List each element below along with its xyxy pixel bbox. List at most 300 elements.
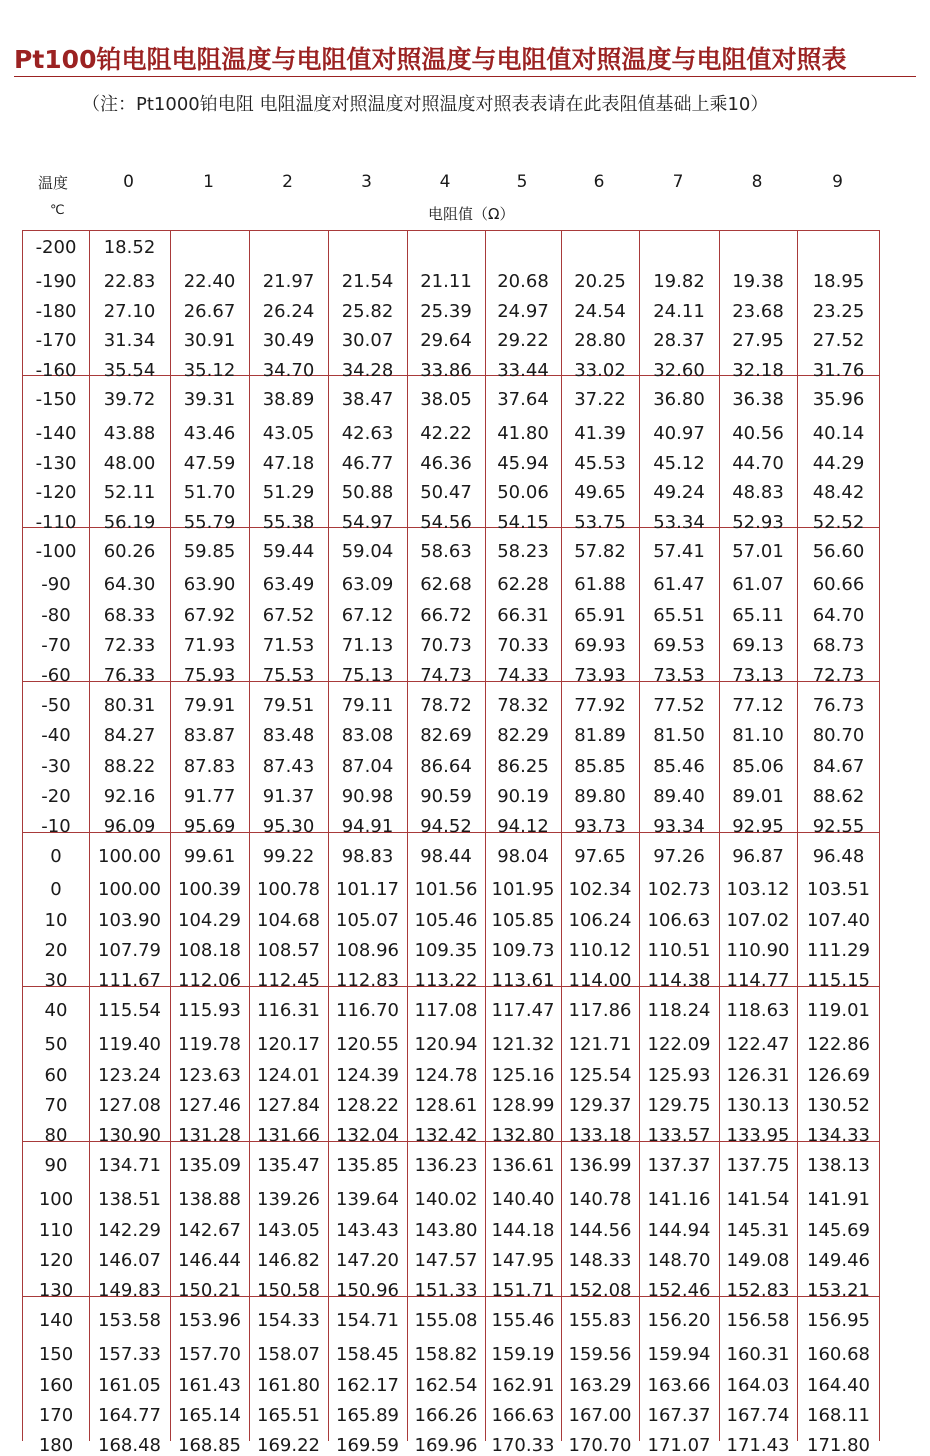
resistance-cell: 56.19 xyxy=(103,512,156,533)
resistance-cell: 104.29 xyxy=(178,910,241,931)
resistance-cell: 84.27 xyxy=(103,725,156,746)
resistance-cell: 120.94 xyxy=(414,1034,478,1055)
resistance-cell: 147.20 xyxy=(336,1250,399,1271)
resistance-cell: 26.67 xyxy=(183,301,236,322)
resistance-cell: 101.95 xyxy=(491,879,555,900)
resistance-cell: 75.13 xyxy=(341,665,394,686)
temperature-cell: -140 xyxy=(35,423,77,444)
resistance-cell: 98.83 xyxy=(341,846,394,867)
resistance-cell: 64.70 xyxy=(812,605,865,626)
resistance-cell: 166.26 xyxy=(414,1405,478,1426)
resistance-cell: 147.95 xyxy=(491,1250,555,1271)
resistance-cell: 156.95 xyxy=(807,1310,870,1331)
column-header: 8 xyxy=(751,172,763,192)
resistance-cell: 128.99 xyxy=(491,1095,555,1116)
temperature-cell: 130 xyxy=(38,1280,74,1301)
resistance-cell: 39.72 xyxy=(103,389,156,410)
resistance-cell: 86.64 xyxy=(420,756,472,777)
resistance-cell: 25.39 xyxy=(420,301,472,322)
resistance-cell: 155.83 xyxy=(568,1310,632,1331)
resistance-cell: 54.15 xyxy=(497,512,549,533)
resistance-cell: 59.44 xyxy=(262,541,315,562)
resistance-cell: 56.60 xyxy=(812,541,865,562)
resistance-cell: 41.39 xyxy=(574,423,626,444)
resistance-cell: 132.42 xyxy=(414,1125,478,1146)
resistance-cell: 117.47 xyxy=(491,1000,555,1021)
resistance-cell: 100.39 xyxy=(178,879,241,900)
resistance-cell: 40.14 xyxy=(812,423,865,444)
resistance-cell: 149.46 xyxy=(807,1250,870,1271)
resistance-cell: 92.16 xyxy=(103,786,156,807)
resistance-cell: 23.25 xyxy=(812,301,865,322)
resistance-cell: 158.07 xyxy=(257,1344,320,1365)
resistance-cell: 21.11 xyxy=(420,271,472,292)
resistance-cell: 158.82 xyxy=(414,1344,478,1365)
resistance-cell: 152.83 xyxy=(726,1280,790,1301)
resistance-cell: 57.41 xyxy=(653,541,705,562)
resistance-cell: 157.33 xyxy=(98,1344,161,1365)
resistance-cell: 91.77 xyxy=(183,786,236,807)
resistance-cell: 22.83 xyxy=(103,271,156,292)
resistance-cell: 74.73 xyxy=(420,665,472,686)
resistance-cell: 130.13 xyxy=(726,1095,790,1116)
resistance-cell: 169.59 xyxy=(336,1435,399,1456)
resistance-cell: 149.83 xyxy=(98,1280,161,1301)
resistance-cell: 66.72 xyxy=(420,605,472,626)
resistance-cell: 50.47 xyxy=(420,482,472,503)
resistance-cell: 48.00 xyxy=(103,453,156,474)
column-header: 6 xyxy=(593,172,605,192)
resistance-cell: 29.22 xyxy=(497,330,549,351)
resistance-cell: 20.68 xyxy=(497,271,549,292)
resistance-cell: 143.43 xyxy=(336,1220,399,1241)
resistance-cell: 77.52 xyxy=(653,695,705,716)
resistance-cell: 147.57 xyxy=(414,1250,478,1271)
resistance-cell: 87.83 xyxy=(183,756,236,777)
resistance-cell: 59.85 xyxy=(183,541,236,562)
temperature-cell: 150 xyxy=(38,1344,74,1365)
resistance-cell: 43.05 xyxy=(262,423,315,444)
resistance-cell: 97.26 xyxy=(653,846,705,867)
resistance-cell: 27.52 xyxy=(812,330,865,351)
resistance-cell: 50.88 xyxy=(341,482,394,503)
resistance-cell: 73.13 xyxy=(732,665,784,686)
resistance-cell: 167.37 xyxy=(647,1405,711,1426)
resistance-cell: 25.82 xyxy=(341,301,394,322)
resistance-cell: 48.42 xyxy=(812,482,865,503)
resistance-cell: 112.06 xyxy=(178,970,241,991)
resistance-cell: 165.51 xyxy=(257,1405,320,1426)
resistance-cell: 125.93 xyxy=(647,1065,711,1086)
resistance-cell: 91.37 xyxy=(262,786,315,807)
resistance-cell: 34.70 xyxy=(262,360,315,381)
resistance-cell: 69.53 xyxy=(653,635,705,656)
resistance-cell: 159.19 xyxy=(491,1344,555,1365)
resistance-cell: 49.65 xyxy=(574,482,626,503)
resistance-cell: 153.96 xyxy=(178,1310,241,1331)
resistance-cell: 124.01 xyxy=(257,1065,320,1086)
resistance-cell: 136.61 xyxy=(491,1155,555,1176)
resistance-cell: 162.17 xyxy=(336,1375,399,1396)
resistance-cell: 80.70 xyxy=(812,725,865,746)
resistance-cell: 123.24 xyxy=(98,1065,161,1086)
resistance-cell: 73.53 xyxy=(653,665,705,686)
resistance-cell: 35.12 xyxy=(183,360,236,381)
resistance-cell: 61.07 xyxy=(732,574,784,595)
resistance-cell: 115.93 xyxy=(178,1000,241,1021)
resistance-cell: 137.37 xyxy=(647,1155,711,1176)
resistance-cell: 44.29 xyxy=(812,453,865,474)
resistance-cell: 134.71 xyxy=(98,1155,161,1176)
resistance-cell: 38.05 xyxy=(420,389,472,410)
resistance-cell: 67.52 xyxy=(262,605,315,626)
resistance-cell: 62.68 xyxy=(420,574,472,595)
resistance-cell: 110.51 xyxy=(647,940,711,961)
resistance-cell: 30.91 xyxy=(183,330,236,351)
resistance-cell: 154.33 xyxy=(257,1310,320,1331)
temperature-cell: 0 xyxy=(50,846,62,867)
resistance-cell: 42.63 xyxy=(341,423,394,444)
temperature-cell: -110 xyxy=(35,512,77,533)
resistance-cell: 44.70 xyxy=(732,453,784,474)
resistance-cell: 106.63 xyxy=(647,910,711,931)
resistance-cell: 94.12 xyxy=(497,816,549,837)
resistance-cell: 160.68 xyxy=(807,1344,870,1365)
resistance-cell: 165.14 xyxy=(178,1405,241,1426)
resistance-cell: 46.77 xyxy=(341,453,394,474)
resistance-cell: 106.24 xyxy=(568,910,632,931)
resistance-cell: 31.34 xyxy=(103,330,156,351)
resistance-cell: 65.91 xyxy=(574,605,626,626)
resistance-cell: 24.54 xyxy=(574,301,626,322)
resistance-cell: 46.36 xyxy=(420,453,472,474)
resistance-cell: 79.11 xyxy=(341,695,394,716)
resistance-cell: 141.16 xyxy=(647,1189,711,1210)
resistance-cell: 92.95 xyxy=(732,816,784,837)
resistance-cell: 170.70 xyxy=(568,1435,632,1456)
resistance-cell: 68.33 xyxy=(103,605,156,626)
resistance-cell: 132.80 xyxy=(491,1125,555,1146)
resistance-cell: 93.34 xyxy=(653,816,705,837)
resistance-cell: 139.64 xyxy=(336,1189,399,1210)
temperature-header: 温度 xyxy=(38,174,69,192)
resistance-cell: 83.87 xyxy=(183,725,236,746)
temperature-cell: -100 xyxy=(35,541,77,562)
resistance-cell: 63.49 xyxy=(262,574,315,595)
resistance-cell: 129.37 xyxy=(568,1095,632,1116)
temperature-cell: -150 xyxy=(35,389,77,410)
temperature-cell: -200 xyxy=(35,237,77,258)
resistance-cell: 164.03 xyxy=(726,1375,790,1396)
resistance-cell: 78.32 xyxy=(497,695,549,716)
resistance-cell: 57.01 xyxy=(732,541,784,562)
resistance-cell: 140.02 xyxy=(414,1189,478,1210)
resistance-cell: 18.52 xyxy=(103,237,156,258)
resistance-cell: 101.56 xyxy=(414,879,478,900)
temperature-cell: 180 xyxy=(38,1435,74,1456)
resistance-cell: 140.40 xyxy=(491,1189,555,1210)
resistance-cell: 93.73 xyxy=(574,816,626,837)
resistance-cell: 53.34 xyxy=(653,512,705,533)
resistance-cell: 167.74 xyxy=(726,1405,790,1426)
resistance-cell: 37.22 xyxy=(574,389,626,410)
resistance-cell: 103.12 xyxy=(726,879,790,900)
resistance-cell: 75.53 xyxy=(262,665,315,686)
resistance-cell: 109.73 xyxy=(491,940,555,961)
temperature-cell: 120 xyxy=(38,1250,74,1271)
resistance-cell: 129.75 xyxy=(647,1095,711,1116)
temperature-cell: -50 xyxy=(41,695,71,716)
resistance-cell: 108.57 xyxy=(257,940,320,961)
resistance-cell: 113.61 xyxy=(491,970,555,991)
resistance-cell: 112.45 xyxy=(257,970,320,991)
resistance-cell: 78.72 xyxy=(420,695,472,716)
resistance-cell: 107.40 xyxy=(807,910,870,931)
resistance-cell: 144.18 xyxy=(491,1220,555,1241)
resistance-cell: 42.22 xyxy=(420,423,472,444)
resistance-cell: 52.52 xyxy=(812,512,865,533)
resistance-cell: 119.01 xyxy=(807,1000,870,1021)
resistance-cell: 141.91 xyxy=(807,1189,870,1210)
resistance-cell: 35.54 xyxy=(103,360,156,381)
resistance-cell: 61.88 xyxy=(574,574,626,595)
temperature-cell: 100 xyxy=(38,1189,74,1210)
resistance-cell: 55.38 xyxy=(262,512,315,533)
resistance-cell: 131.28 xyxy=(178,1125,241,1146)
temperature-cell: -40 xyxy=(41,725,71,746)
resistance-cell: 107.02 xyxy=(726,910,790,931)
resistance-cell: 105.46 xyxy=(414,910,478,931)
resistance-cell: 122.09 xyxy=(647,1034,711,1055)
resistance-cell: 36.38 xyxy=(732,389,784,410)
resistance-cell: 71.53 xyxy=(262,635,315,656)
resistance-cell: 27.95 xyxy=(732,330,784,351)
resistance-cell: 83.08 xyxy=(341,725,394,746)
resistance-cell: 18.95 xyxy=(812,271,865,292)
resistance-cell: 65.11 xyxy=(732,605,784,626)
resistance-cell: 137.75 xyxy=(726,1155,790,1176)
resistance-cell: 148.33 xyxy=(568,1250,632,1271)
resistance-cell: 152.08 xyxy=(568,1280,632,1301)
resistance-cell: 54.97 xyxy=(341,512,394,533)
resistance-cell: 152.46 xyxy=(647,1280,711,1301)
resistance-cell: 114.38 xyxy=(647,970,711,991)
temperature-cell: -190 xyxy=(35,271,77,292)
resistance-cell: 103.90 xyxy=(98,910,161,931)
resistance-cell: 19.38 xyxy=(732,271,784,292)
resistance-cell: 138.88 xyxy=(178,1189,241,1210)
resistance-cell: 67.92 xyxy=(183,605,236,626)
resistance-cell: 40.56 xyxy=(732,423,784,444)
resistance-cell: 37.64 xyxy=(497,389,549,410)
resistance-cell: 22.40 xyxy=(183,271,236,292)
resistance-cell: 96.09 xyxy=(103,816,156,837)
resistance-cell: 71.93 xyxy=(183,635,236,656)
resistance-cell: 21.97 xyxy=(262,271,315,292)
temperature-cell: 80 xyxy=(44,1125,68,1146)
resistance-cell: 111.29 xyxy=(807,940,870,961)
resistance-cell: 102.73 xyxy=(647,879,711,900)
resistance-cell: 142.29 xyxy=(98,1220,161,1241)
column-header: 9 xyxy=(832,172,843,192)
resistance-cell: 89.80 xyxy=(574,786,626,807)
resistance-cell: 72.73 xyxy=(812,665,865,686)
resistance-cell: 117.86 xyxy=(568,1000,632,1021)
resistance-cell: 58.23 xyxy=(497,541,549,562)
resistance-cell: 24.11 xyxy=(653,301,705,322)
temperature-cell: 40 xyxy=(44,1000,68,1021)
resistance-cell: 168.48 xyxy=(98,1435,161,1456)
resistance-cell: 38.47 xyxy=(341,389,394,410)
resistance-cell: 65.51 xyxy=(653,605,705,626)
resistance-cell: 98.44 xyxy=(420,846,472,867)
resistance-cell: 30.49 xyxy=(262,330,315,351)
temperature-cell: -180 xyxy=(35,301,77,322)
temperature-cell: 140 xyxy=(38,1310,74,1331)
resistance-cell: 69.93 xyxy=(574,635,626,656)
temperature-unit: ℃ xyxy=(50,203,65,218)
temperature-cell: 50 xyxy=(44,1034,68,1055)
resistance-table xyxy=(22,230,880,1456)
resistance-cell: 50.06 xyxy=(497,482,549,503)
resistance-cell: 77.12 xyxy=(732,695,784,716)
resistance-cell: 19.82 xyxy=(653,271,705,292)
temperature-cell: -170 xyxy=(35,330,77,351)
resistance-cell: 69.13 xyxy=(732,635,784,656)
resistance-cell: 67.12 xyxy=(341,605,394,626)
resistance-cell: 158.45 xyxy=(336,1344,399,1365)
resistance-cell: 74.33 xyxy=(497,665,549,686)
resistance-cell: 171.07 xyxy=(647,1435,711,1456)
resistance-cell: 134.33 xyxy=(807,1125,870,1146)
note-text: （注：Pt1000铂电阻 电阻温度对照温度对照温度对照表表请在此表阻值基础上乘10） xyxy=(82,94,769,115)
temperature-cell: 160 xyxy=(38,1375,74,1396)
resistance-cell: 87.43 xyxy=(262,756,315,777)
resistance-cell: 77.92 xyxy=(574,695,626,716)
resistance-cell: 136.23 xyxy=(414,1155,478,1176)
resistance-cell: 153.58 xyxy=(98,1310,161,1331)
resistance-cell: 123.63 xyxy=(178,1065,241,1086)
temperature-cell: 110 xyxy=(38,1220,74,1241)
resistance-cell: 81.10 xyxy=(732,725,784,746)
resistance-cell: 82.69 xyxy=(420,725,472,746)
title-divider xyxy=(14,76,916,77)
resistance-cell: 30.07 xyxy=(341,330,394,351)
resistance-cell: 144.94 xyxy=(647,1220,711,1241)
resistance-cell: 120.55 xyxy=(336,1034,399,1055)
resistance-cell: 60.66 xyxy=(812,574,865,595)
resistance-cell: 75.93 xyxy=(183,665,236,686)
resistance-cell: 73.93 xyxy=(574,665,626,686)
resistance-cell: 144.56 xyxy=(568,1220,632,1241)
resistance-cell: 82.29 xyxy=(497,725,549,746)
resistance-cell: 43.46 xyxy=(183,423,236,444)
temperature-cell: -20 xyxy=(41,786,71,807)
resistance-cell: 79.91 xyxy=(183,695,236,716)
resistance-cell: 112.83 xyxy=(336,970,399,991)
resistance-cell: 97.65 xyxy=(574,846,626,867)
resistance-cell: 32.18 xyxy=(732,360,784,381)
resistance-cell: 113.22 xyxy=(414,970,478,991)
resistance-cell: 59.04 xyxy=(341,541,394,562)
resistance-cell: 127.08 xyxy=(98,1095,161,1116)
column-header: 4 xyxy=(439,172,451,192)
resistance-cell: 126.69 xyxy=(807,1065,870,1086)
resistance-cell: 95.69 xyxy=(183,816,236,837)
resistance-cell: 159.56 xyxy=(568,1344,632,1365)
column-header: 1 xyxy=(203,172,214,192)
resistance-cell: 87.04 xyxy=(341,756,394,777)
resistance-cell: 135.09 xyxy=(178,1155,241,1176)
resistance-cell: 85.46 xyxy=(653,756,705,777)
resistance-cell: 51.29 xyxy=(262,482,315,503)
resistance-cell: 141.54 xyxy=(726,1189,790,1210)
resistance-cell: 89.01 xyxy=(732,786,784,807)
resistance-cell: 171.43 xyxy=(726,1435,790,1456)
resistance-cell: 133.57 xyxy=(647,1125,711,1146)
resistance-cell: 105.85 xyxy=(491,910,555,931)
resistance-cell: 66.31 xyxy=(497,605,549,626)
resistance-cell: 161.80 xyxy=(257,1375,320,1396)
resistance-cell: 151.71 xyxy=(491,1280,555,1301)
resistance-cell: 132.04 xyxy=(336,1125,399,1146)
resistance-cell: 128.61 xyxy=(414,1095,478,1116)
resistance-cell: 100.00 xyxy=(98,879,161,900)
resistance-cell: 127.84 xyxy=(257,1095,320,1116)
page-title: Pt100铂电阻电阻温度与电阻值对照温度与电阻值对照温度与电阻值对照表 xyxy=(14,45,847,74)
resistance-cell: 88.22 xyxy=(103,756,156,777)
resistance-cell: 171.80 xyxy=(807,1435,870,1456)
resistance-cell: 145.69 xyxy=(807,1220,870,1241)
resistance-cell: 68.73 xyxy=(812,635,865,656)
resistance-cell: 163.29 xyxy=(568,1375,632,1396)
resistance-cell: 170.33 xyxy=(491,1435,555,1456)
resistance-cell: 150.58 xyxy=(257,1280,320,1301)
resistance-cell: 139.26 xyxy=(257,1189,320,1210)
resistance-cell: 64.30 xyxy=(103,574,156,595)
resistance-cell: 120.17 xyxy=(257,1034,320,1055)
column-header: 0 xyxy=(123,172,134,192)
temperature-cell: -80 xyxy=(41,605,71,626)
resistance-cell: 133.18 xyxy=(568,1125,632,1146)
temperature-cell: -160 xyxy=(35,360,77,381)
resistance-cell: 94.91 xyxy=(341,816,394,837)
resistance-cell: 47.59 xyxy=(183,453,236,474)
resistance-cell: 99.22 xyxy=(262,846,315,867)
resistance-cell: 47.18 xyxy=(262,453,315,474)
resistance-cell: 80.31 xyxy=(103,695,156,716)
resistance-cell: 108.18 xyxy=(178,940,241,961)
resistance-cell: 33.02 xyxy=(574,360,626,381)
resistance-cell: 165.89 xyxy=(336,1405,399,1426)
resistance-cell: 52.93 xyxy=(732,512,784,533)
resistance-cell: 76.73 xyxy=(812,695,865,716)
resistance-cell: 35.96 xyxy=(812,389,865,410)
resistance-cell: 20.25 xyxy=(574,271,626,292)
resistance-cell: 169.22 xyxy=(257,1435,320,1456)
resistance-cell: 83.48 xyxy=(262,725,315,746)
resistance-cell: 99.61 xyxy=(183,846,236,867)
resistance-cell: 116.70 xyxy=(336,1000,399,1021)
resistance-cell: 79.51 xyxy=(262,695,315,716)
resistance-cell: 32.60 xyxy=(653,360,705,381)
resistance-cell: 121.71 xyxy=(568,1034,632,1055)
resistance-cell: 110.90 xyxy=(726,940,790,961)
resistance-cell: 168.11 xyxy=(807,1405,870,1426)
resistance-cell: 124.39 xyxy=(336,1065,399,1086)
resistance-cell: 108.96 xyxy=(336,940,399,961)
resistance-cell: 103.51 xyxy=(807,879,870,900)
